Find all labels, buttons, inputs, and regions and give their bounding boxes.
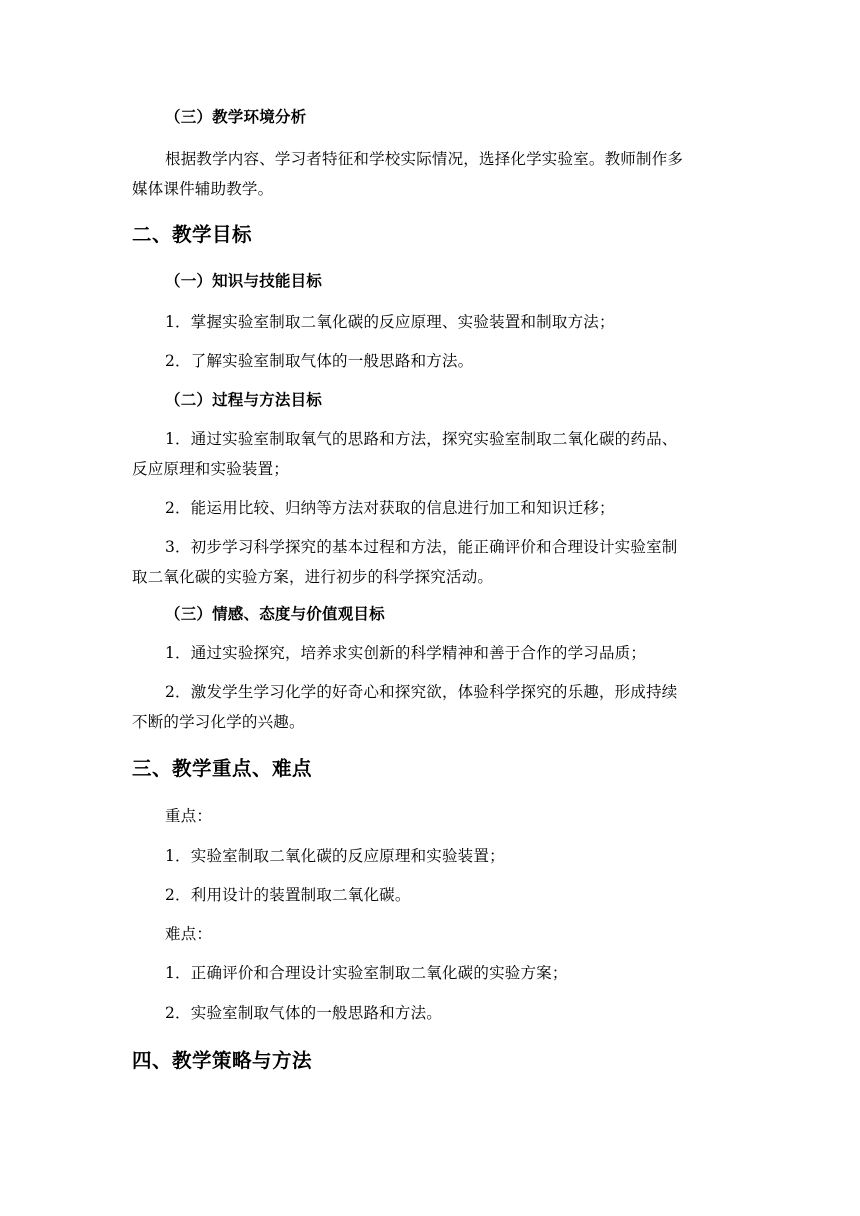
knowledge-item-1: 1．掌握实验室制取二氧化碳的反应原理、实验装置和制取方法； <box>165 313 615 331</box>
emotion-heading: （三）情感、态度与价值观目标 <box>165 604 385 623</box>
key-item-1: 1．实验室制取二氧化碳的反应原理和实验装置； <box>165 847 505 865</box>
difficult-item-2: 2．实验室制取气体的一般思路和方法。 <box>165 1004 442 1022</box>
key-item-2: 2．利用设计的装置制取二氧化碳。 <box>165 886 411 904</box>
process-item-1-line-2: 反应原理和实验装置； <box>132 460 290 478</box>
emotion-item-2-line-2: 不断的学习化学的兴趣。 <box>132 713 305 731</box>
knowledge-item-2: 2．了解实验室制取气体的一般思路和方法。 <box>165 352 474 370</box>
knowledge-heading: （一）知识与技能目标 <box>165 271 323 290</box>
process-item-2: 2．能运用比较、归纳等方法对获取的信息进行加工和知识迁移； <box>165 499 615 517</box>
emotion-item-2-line-1: 2．激发学生学习化学的好奇心和探究欲，体验科学探究的乐趣，形成持续 <box>165 683 678 701</box>
goals-heading: 二、教学目标 <box>132 223 253 246</box>
emotion-item-1: 1．通过实验探究，培养求实创新的科学精神和善于合作的学习品质； <box>165 644 647 662</box>
difficult-label: 难点： <box>165 925 213 943</box>
env-paragraph-line-1: 根据教学内容、学习者特征和学校实际情况，选择化学实验室。教师制作多 <box>165 150 684 168</box>
env-paragraph-line-2: 媒体课件辅助教学。 <box>132 180 274 198</box>
strategy-heading: 四、教学策略与方法 <box>132 1049 313 1072</box>
process-item-3-line-2: 取二氧化碳的实验方案，进行初步的科学探究活动。 <box>132 568 494 586</box>
key-points-heading: 三、教学重点、难点 <box>132 757 313 780</box>
process-item-1-line-1: 1．通过实验室制取氧气的思路和方法，探究实验室制取二氧化碳的药品、 <box>165 430 678 448</box>
key-label: 重点： <box>165 807 213 825</box>
difficult-item-1: 1．正确评价和合理设计实验室制取二氧化碳的实验方案； <box>165 964 568 982</box>
process-item-3-line-1: 3．初步学习科学探究的基本过程和方法，能正确评价和合理设计实验室制 <box>165 538 678 556</box>
env-heading: （三）教学环境分析 <box>165 107 307 126</box>
process-heading: （二）过程与方法目标 <box>165 390 323 409</box>
